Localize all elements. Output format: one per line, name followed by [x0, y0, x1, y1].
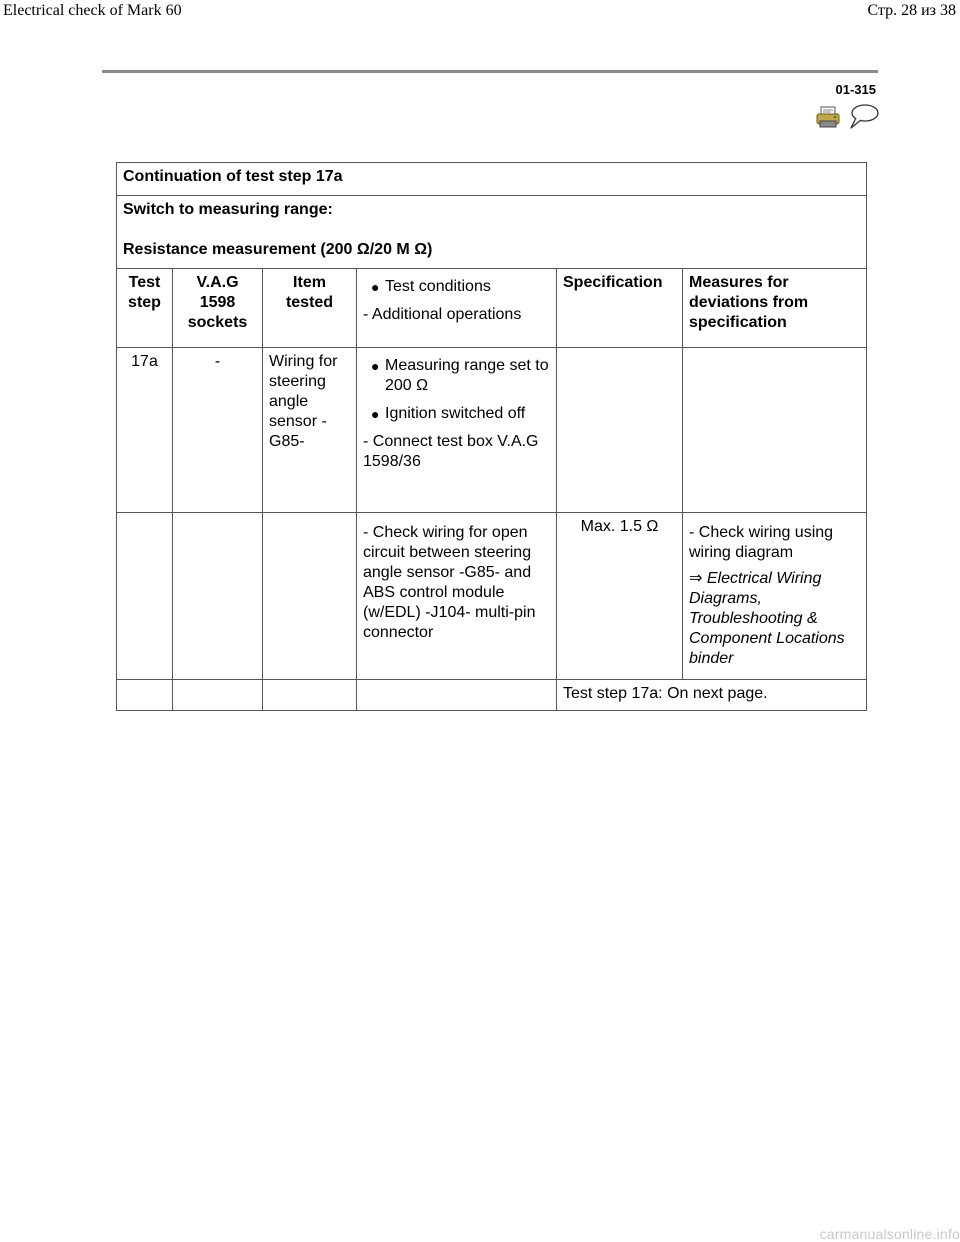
col-measures: Measures for deviations from specification — [683, 269, 867, 348]
bullet-item: ● Ignition switched off — [371, 405, 526, 422]
bullet-item: ● Test conditions — [371, 278, 491, 295]
arrow-right-icon: ⇒ — [689, 570, 703, 587]
cell-item-tested: Wiring for steering angle sensor -G85- — [263, 348, 357, 513]
cell-empty — [117, 680, 173, 711]
cell-empty — [357, 680, 557, 711]
next-page-note: Test step 17a: On next page. — [557, 680, 867, 711]
footer-watermark: carmanualsonline.info — [819, 1226, 960, 1242]
additional-operation: - Connect test box V.A.G 1598/36 — [363, 433, 539, 470]
bullet-item: ● Measuring range set to 200 Ω — [371, 357, 549, 394]
col-specification: Specification — [557, 269, 683, 348]
table-title: Continuation of test step 17a — [117, 163, 867, 196]
wiring-diagram-link[interactable]: ⇒ Electrical Wiring Diagrams, Troubleshooting & Component Locations binder — [689, 570, 845, 667]
document-title: Electrical check of Mark 60 — [3, 2, 182, 19]
page-counter: Стр. 28 из 38 — [867, 2, 956, 19]
test-step-table — [116, 162, 867, 711]
col-item-tested: Item tested — [263, 269, 357, 348]
col-additional-ops: - Additional operations — [363, 306, 522, 323]
additional-operation: - Check wiring for open circuit between steering angle sensor -G85- and ABS control module (w/EDL) -J104- multi-pin connector — [363, 524, 536, 641]
printer-icon[interactable] — [816, 106, 840, 128]
bullet-icon: ● — [371, 279, 380, 295]
cell-specification — [557, 348, 683, 513]
cell-test-step — [117, 513, 173, 680]
measure-text: - Check wiring using wiring diagram — [689, 524, 834, 561]
cell-empty — [263, 680, 357, 711]
range-label: Switch to measuring range: — [123, 201, 333, 218]
cell-empty — [173, 680, 263, 711]
bullet-icon: ● — [371, 358, 380, 374]
range-value: Resistance measurement (200 Ω/20 M Ω) — [123, 241, 433, 258]
cell-measures — [683, 348, 867, 513]
table-row — [117, 348, 867, 513]
table-header-row — [117, 269, 867, 348]
cell-conditions — [357, 348, 557, 513]
page-code: 01-315 — [835, 82, 876, 97]
col-test-step: Test step — [117, 269, 173, 348]
table-row — [117, 680, 867, 711]
speech-bubble-icon[interactable] — [846, 102, 880, 130]
cell-measures — [683, 513, 867, 680]
cell-vag-sockets: - — [173, 348, 263, 513]
header-rule — [102, 70, 878, 73]
table-row — [117, 513, 867, 680]
cell-specification: Max. 1.5 Ω — [557, 513, 683, 680]
measuring-range-cell — [117, 196, 867, 269]
col-conditions — [357, 269, 557, 348]
col-vag-sockets: V.A.G 1598 sockets — [173, 269, 263, 348]
cell-vag-sockets — [173, 513, 263, 680]
cell-item-tested — [263, 513, 357, 680]
cell-test-step: 17a — [117, 348, 173, 513]
bullet-icon: ● — [371, 406, 380, 422]
cell-conditions — [357, 513, 557, 680]
